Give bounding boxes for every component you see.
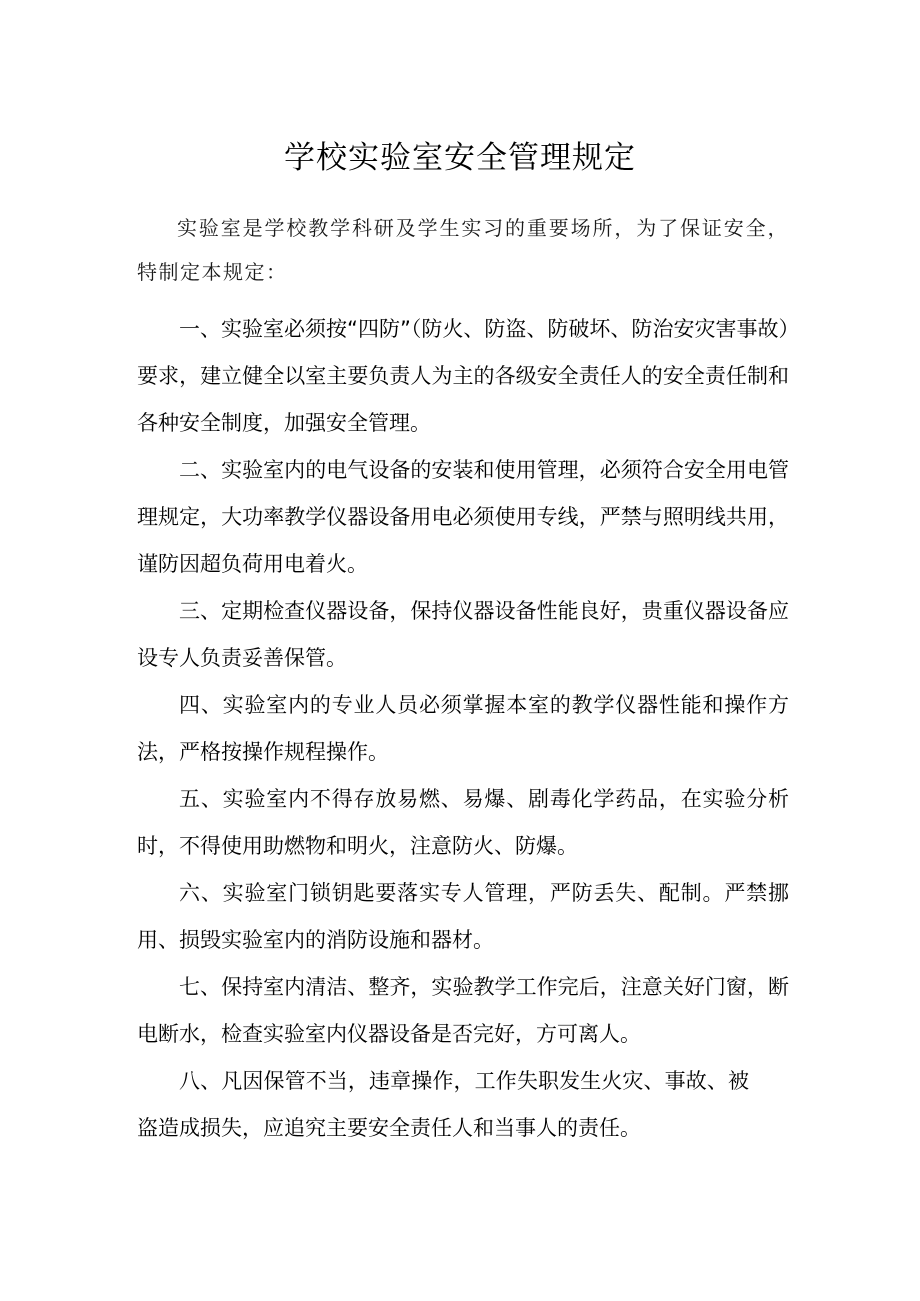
article-2: 二、实验室内的电气设备的安装和使用管理，必须符合安全用电管理规定，大功率教学仪器设备用电必须使用专线，严禁与照明线共用，谨防因超负荷用电着火。 [137, 458, 789, 576]
article-4: 四、实验室内的专业人员必须掌握本室的教学仪器性能和操作方法，严格按操作规程操作。 [137, 693, 789, 764]
article-8: 八、凡因保管不当，违章操作，工作失职发生火灾、事故、被盗造成损失，应追究主要安全责任人和当事人的责任。 [137, 1069, 749, 1140]
article-5: 五、实验室内不得存放易燃、易爆、剧毒化学药品，在实验分析时，不得使用助燃物和明火，注意防火、防爆。 [137, 787, 789, 858]
document-body [137, 206, 789, 1152]
article-3: 三、定期检查仪器设备，保持仪器设备性能良好，贵重仪器设备应设专人负责妥善保管。 [137, 599, 789, 670]
article-7: 七、保持室内清洁、整齐，实验教学工作完后，注意关好门窗，断电断水，检查实验室内仪器设备是否完好，方可离人。 [137, 975, 789, 1046]
intro-paragraph: 实验室是学校教学科研及学生实习的重要场所，为了保证安全，特制定本规定： [137, 216, 789, 284]
article-1: 一、实验室必须按“四防”（防火、防盗、防破坏、防治安灾害事故）要求，建立健全以室主要负责人为主的各级安全责任人的安全责任制和各种安全制度，加强安全管理。 [137, 317, 789, 435]
page-title: 学校实验室安全管理规定 [284, 140, 636, 176]
article-6: 六、实验室门锁钥匙要落实专人管理，严防丢失、配制。严禁挪用、损毁实验室内的消防设施和器材。 [137, 881, 789, 952]
